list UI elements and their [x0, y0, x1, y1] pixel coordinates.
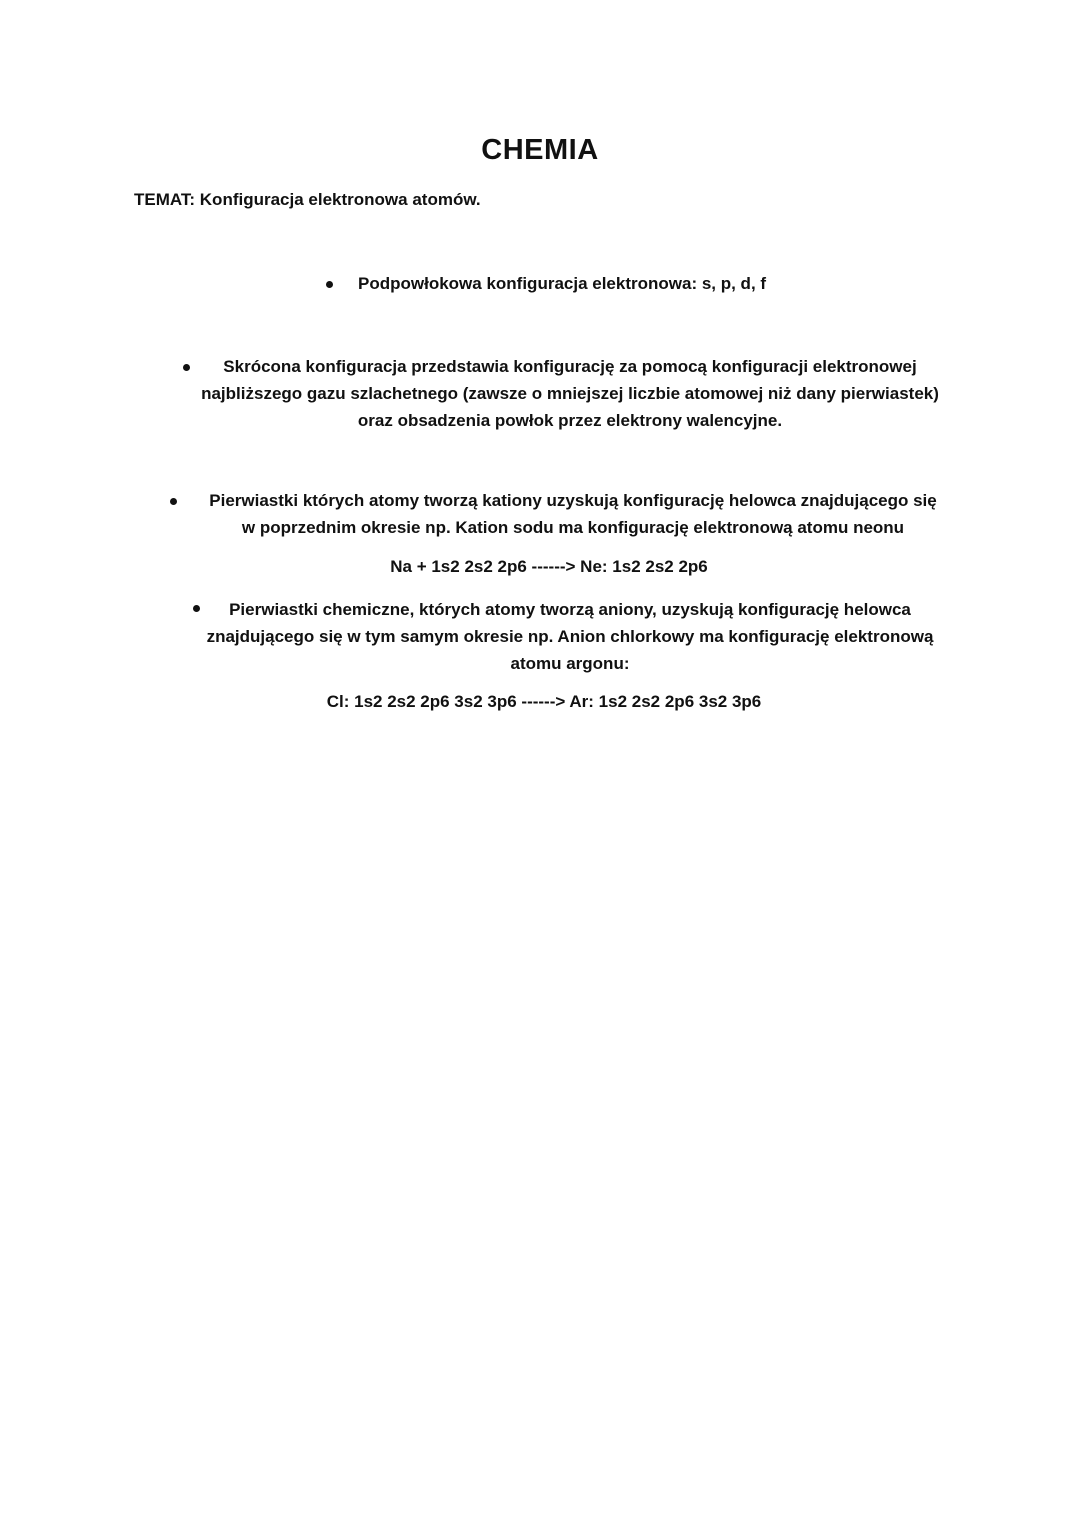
bullet-text-line: Pierwiastki chemiczne, których atomy tworzą aniony, uzyskują konfigurację helowca: [229, 600, 911, 619]
topic-line: TEMAT: Konfiguracja elektronowa atomów.: [134, 190, 481, 209]
bullet-item-subshell: [358, 270, 766, 297]
bullet-text-line: atomu argonu:: [510, 654, 630, 673]
bullet-text-line: Skrócona konfiguracja przedstawia konfigurację za pomocą konfiguracji elektronowej: [223, 357, 917, 376]
formula-sodium: Na + 1s2 2s2 2p6 ------> Ne: 1s2 2s2 2p6: [390, 557, 708, 576]
bullet-dot: [326, 281, 333, 288]
bullet-item-short-config: [170, 353, 970, 434]
bullet-text-line: w poprzednim okresie np. Kation sodu ma konfigurację elektronową atomu neonu: [241, 518, 905, 537]
bullet-text-line: Pierwiastki których atomy tworzą kationy uzyskują konfigurację helowca znajdującego się: [209, 491, 937, 510]
bullet-item-anions: [170, 596, 970, 677]
bullet-text-line: oraz obsadzenia powłok przez elektrony walencyjne.: [357, 411, 783, 430]
bullet-text-line: Podpowłokowa konfiguracja elektronowa: s, p, d, f: [358, 274, 767, 293]
bullet-text-line: znajdującego się w tym samym okresie np. Anion chlorkowy ma konfigurację elektronową: [206, 627, 934, 646]
formula-chlorine: Cl: 1s2 2s2 2p6 3s2 3p6 ------> Ar: 1s2 2s2 2p6 3s2 3p6: [326, 692, 762, 711]
bullet-item-cations: [170, 487, 976, 541]
page-title: CHEMIA: [481, 134, 599, 166]
bullet-text-line: najbliższego gazu szlachetnego (zawsze o mniejszej liczbie atomowej niż dany pierwiastek): [201, 384, 939, 403]
